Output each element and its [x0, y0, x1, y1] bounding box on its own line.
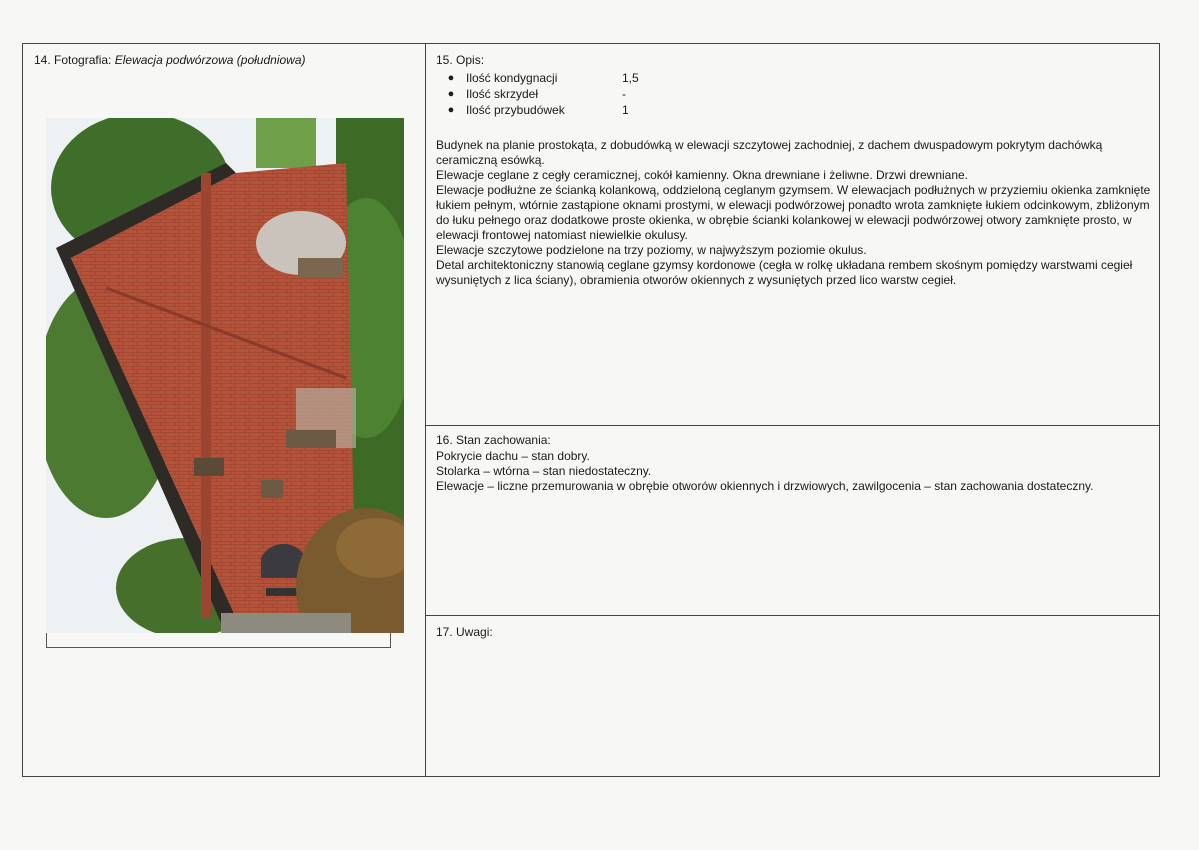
photo-frame-tick-right: [390, 633, 391, 648]
fact-label: Ilość przybudówek: [466, 102, 565, 117]
building-photo: [46, 118, 404, 633]
document-sheet: [22, 43, 1160, 777]
building-facts-list: [436, 70, 1151, 118]
photo-section-number: 14. Fotografia:: [34, 53, 112, 67]
bullet-icon: ●: [447, 71, 455, 84]
fact-value: 1,5: [622, 70, 639, 85]
building-photo-illustration: [46, 118, 404, 633]
description-paragraph: Elewacje szczytowe podzielone na trzy poziomy, w najwyższym poziomie okulus.: [436, 243, 867, 257]
description-header: 15. Opis:: [436, 53, 485, 67]
bullet-icon: ●: [447, 87, 455, 100]
condition-section: [436, 433, 1151, 494]
condition-line: Elewacje – liczne przemurowania w obrębie otworów okiennych i drzwiowych, zawilgocenia – stan zachowania dostateczny.: [436, 479, 1094, 493]
row-divider-2: [425, 615, 1160, 616]
description-text: [436, 138, 1151, 288]
photo-section-title: [34, 53, 306, 67]
notes-section: [436, 625, 1151, 641]
list-item: [436, 70, 1151, 86]
list-item: [436, 102, 1151, 118]
list-item: [436, 86, 1151, 102]
description-section: [436, 53, 1151, 288]
notes-header: 17. Uwagi:: [436, 625, 493, 639]
photo-frame-tick-left: [46, 633, 47, 648]
condition-line: Pokrycie dachu – stan dobry.: [436, 449, 590, 463]
fact-label: Ilość skrzydeł: [466, 86, 539, 101]
photo-caption: Elewacja podwórzowa (południowa): [114, 53, 306, 67]
description-paragraph: Elewacje podłużne ze ścianką kolankową, oddzieloną ceglanym gzymsem. W elewacjach podłużnych w przyziemiu okienka zamknięte łukiem pełnym, wtórnie zastąpione oknami prostymi, w elewacji podwórzowej ponadto wrota zamknięte łukiem odcinkowym, zbliżonym do łuku pełnego oraz dodatkowe proste okienka, w obrębie ścianki kolankowej w elewacji podwórzowej otwory zamknięte prosto, w elewacji frontowej natomiast niewielkie okulusy.: [436, 183, 1151, 242]
column-divider: [425, 43, 426, 777]
description-paragraph: Budynek na planie prostokąta, z dobudówką w elewacji szczytowej zachodniej, z dachem dwuspadowym pokrytym dachówką ceramiczną esówką.: [436, 138, 1103, 167]
row-divider-1: [425, 425, 1160, 426]
description-paragraph: Detal architektoniczny stanowią ceglane gzymsy kordonowe (cegła w rolkę układana rembem skośnym pomiędzy warstwami cegieł wysuniętych z lica ściany), obramienia otworów okiennych z wysuniętych przed lico warstw cegieł.: [436, 258, 1133, 287]
fact-value: 1: [622, 102, 629, 117]
fact-label: Ilość kondygnacji: [466, 70, 558, 85]
condition-line: Stolarka – wtórna – stan niedostateczny.: [436, 464, 652, 478]
photo-frame-line: [46, 647, 391, 648]
fact-value: -: [622, 86, 626, 101]
bullet-icon: ●: [447, 103, 455, 116]
description-paragraph: Elewacje ceglane z cegły ceramicznej, cokół kamienny. Okna drewniane i żeliwne. Drzwi drewniane.: [436, 168, 969, 182]
condition-header: 16. Stan zachowania:: [436, 433, 551, 447]
